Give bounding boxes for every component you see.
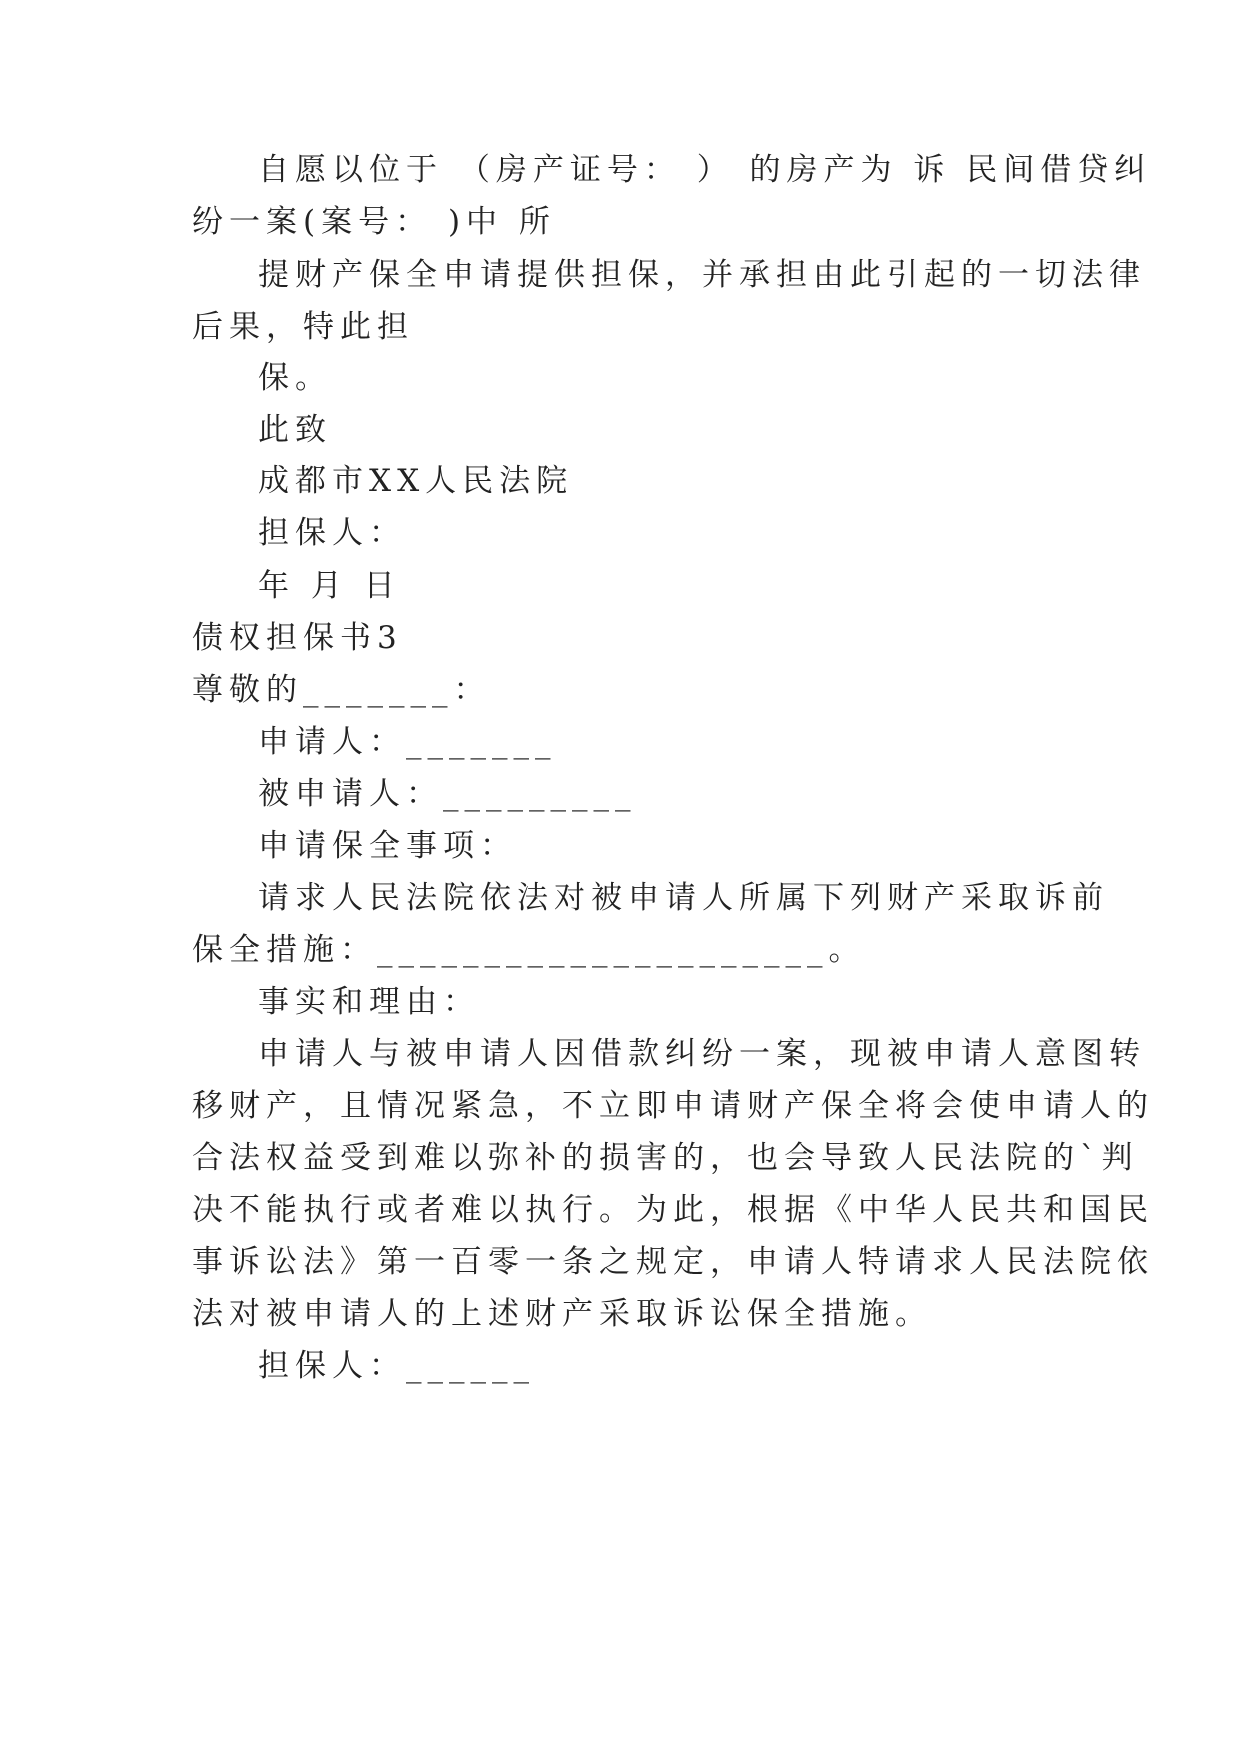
document-line: 保全措施：_____________________。: [192, 932, 866, 968]
document-line: 此致: [258, 412, 332, 448]
document-line: 请求人民法院依法对被申请人所属下列财产采取诉前: [258, 880, 1109, 916]
document-line: 事实和理由：: [258, 984, 480, 1020]
document-line: 自愿以位于 （房产证号： ） 的房产为 诉 民间借贷纠: [258, 152, 1152, 188]
document-line: 法对被申请人的上述财产采取诉讼保全措施。: [192, 1296, 932, 1332]
document-line: 决不能执行或者难以执行。为此，根据《中华人民共和国民: [192, 1192, 1154, 1228]
document-line: 纷一案(案号： )中 所: [192, 204, 556, 240]
document-line: 被申请人：_________: [258, 776, 637, 812]
document-line: 成都市XX人民法院: [258, 463, 574, 499]
document-line: 后果，特此担: [192, 309, 414, 345]
document-line: 年 月 日: [258, 568, 401, 604]
document-line: 申请保全事项：: [258, 828, 517, 864]
document-line: 尊敬的_______：: [192, 672, 491, 708]
document-line: 担保人：______: [258, 1348, 535, 1384]
document-line: 合法权益受到难以弥补的损害的，也会导致人民法院的`判: [192, 1140, 1139, 1176]
document-line: 申请人：_______: [258, 724, 557, 760]
document-line: 事诉讼法》第一百零一条之规定，申请人特请求人民法院依: [192, 1244, 1154, 1280]
document-line: 债权担保书3: [192, 620, 403, 656]
document-line: 提财产保全申请提供担保，并承担由此引起的一切法律: [258, 257, 1146, 293]
document-line: 移财产，且情况紧急，不立即申请财产保全将会使申请人的: [192, 1088, 1154, 1124]
document-line: 担保人：: [258, 515, 406, 551]
document-line: 保。: [258, 360, 332, 396]
document-line: 申请人与被申请人因借款纠纷一案，现被申请人意图转: [258, 1036, 1146, 1072]
